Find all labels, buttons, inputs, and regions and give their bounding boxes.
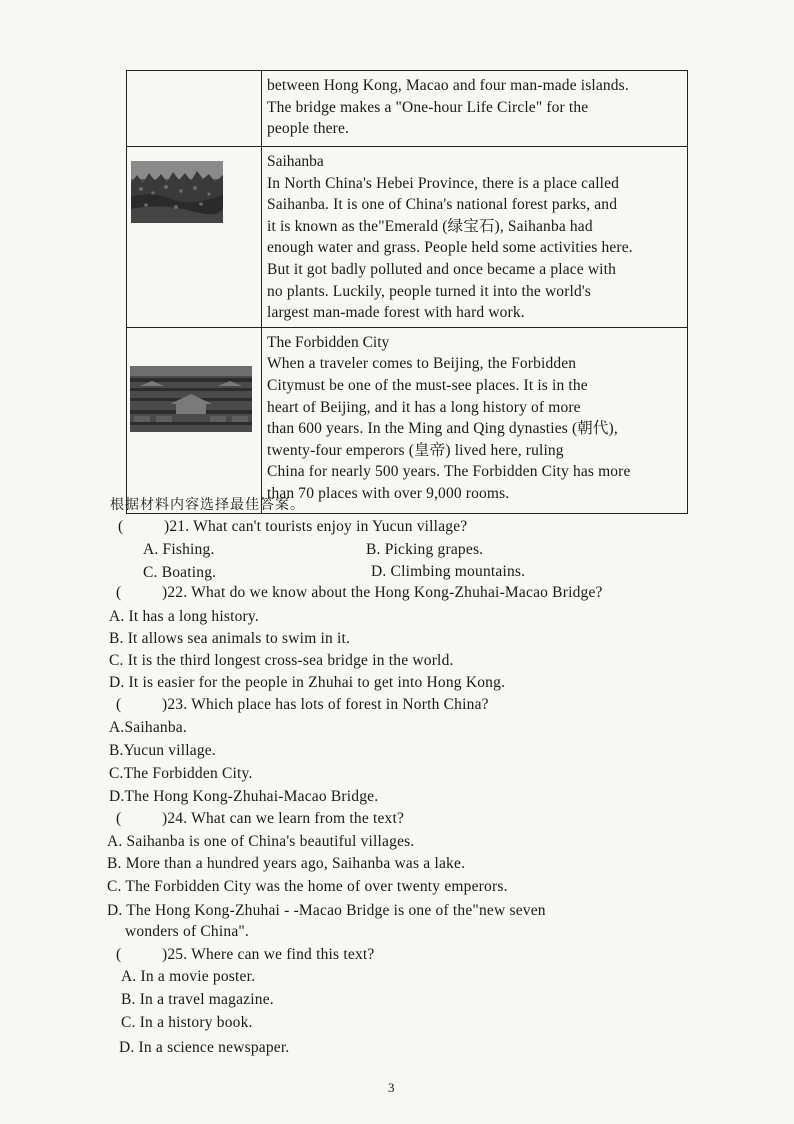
forbidden-city-photo (130, 366, 252, 432)
option-a: A. In a movie poster. (121, 968, 256, 985)
text-line: But it got badly polluted and once became a place with (267, 260, 616, 278)
option-b: B.Yucun village. (109, 742, 216, 759)
option-a: A. Fishing. (143, 541, 215, 558)
question-21 (118, 518, 467, 536)
table-row-forbidden-city (127, 327, 688, 513)
text-line: than 600 years. In the Ming and Qing dynasties (朝代), (267, 420, 618, 438)
text-line: twenty-four emperors (皇帝) lived here, ruling (267, 441, 564, 459)
option-c: C. The Forbidden City was the home of over twenty emperors. (107, 878, 508, 895)
forbidden-city-title: The Forbidden City (267, 333, 390, 351)
option-d: D.The Hong Kong-Zhuhai-Macao Bridge. (109, 788, 379, 805)
option-b: B. Picking grapes. (366, 541, 484, 558)
answer-blank[interactable]: ( (116, 810, 122, 827)
question-24 (116, 810, 404, 828)
option-d: D. In a science newspaper. (119, 1039, 290, 1056)
text-line: largest man-made forest with hard work. (267, 304, 525, 322)
text-line: than 70 places with over 9,000 rooms. (267, 484, 510, 502)
option-b: B. More than a hundred years ago, Saihanba was a lake. (107, 855, 466, 872)
image-cell-empty (127, 71, 262, 147)
text-line: people there. (267, 120, 349, 138)
text-line: between Hong Kong, Macao and four man-made islands. (267, 77, 629, 94)
text-line: enough water and grass. People held some activities here. (267, 239, 633, 257)
option-c: C. It is the third longest cross-sea bridge in the world. (109, 652, 454, 669)
option-d-continued: wonders of China". (125, 923, 250, 940)
question-22 (116, 584, 603, 602)
option-c: C. In a history book. (121, 1014, 253, 1031)
answer-blank[interactable]: ( (116, 696, 122, 713)
answer-blank[interactable]: ( (116, 946, 122, 963)
answer-blank[interactable]: ( (118, 518, 124, 535)
text-cell-forbidden-city (262, 327, 688, 513)
text-line: Saihanba. It is one of China's national forest parks, and (267, 196, 618, 214)
text-line: When a traveler comes to Beijing, the Forbidden (267, 355, 577, 373)
option-c: C. Boating. (143, 564, 217, 581)
saihanba-forest-photo (131, 161, 223, 223)
table-row-saihanba (127, 147, 688, 328)
option-a: A. It has a long history. (109, 608, 259, 625)
text-line: no plants. Luckily, people turned it into the world's (267, 282, 591, 300)
text-line: The bridge makes a "One-hour Life Circle" for the (267, 98, 589, 116)
option-d: D. The Hong Kong-Zhuhai - -Macao Bridge is one of the"new seven (107, 902, 546, 919)
page-number: 3 (388, 1080, 395, 1095)
instruction-text: 根据材料内容选择最佳答案。 (110, 497, 305, 513)
option-d: D. It is easier for the people in Zhuhai to get into Hong Kong. (109, 674, 506, 691)
question-text: )22. What do we know about the Hong Kong-Zhuhai-Macao Bridge? (162, 584, 603, 601)
text-line: it is known as the"Emerald (绿宝石), Saihanba had (267, 217, 593, 235)
text-line: heart of Beijing, and it has a long history of more (267, 398, 581, 416)
text-line: Citymust be one of the must-see places. It is in the (267, 376, 588, 394)
question-text: )25. Where can we find this text? (162, 946, 375, 963)
question-25 (116, 946, 374, 964)
option-c: C.The Forbidden City. (109, 765, 253, 782)
question-text: )23. Which place has lots of forest in North China? (162, 696, 489, 713)
option-a: A. Saihanba is one of China's beautiful villages. (107, 833, 415, 850)
saihanba-title: Saihanba (267, 153, 324, 170)
answer-blank[interactable]: ( (116, 584, 122, 601)
option-a: A.Saihanba. (109, 719, 187, 736)
reading-table (126, 70, 688, 514)
question-text: )24. What can we learn from the text? (162, 810, 405, 827)
option-b: B. In a travel magazine. (121, 991, 274, 1008)
option-d: D. Climbing mountains. (371, 563, 526, 580)
text-cell-bridge (262, 71, 688, 147)
text-cell-saihanba (262, 147, 688, 328)
image-cell-forbidden-city (127, 327, 262, 513)
text-line: China for nearly 500 years. The Forbidden City has more (267, 463, 631, 481)
option-b: B. It allows sea animals to swim in it. (109, 630, 351, 647)
text-line: In North China's Hebei Province, there is a place called (267, 174, 620, 192)
question-23 (116, 696, 489, 714)
image-cell-saihanba (127, 147, 262, 328)
question-text: )21. What can't tourists enjoy in Yucun village? (164, 518, 468, 535)
table-row-bridge (127, 71, 688, 147)
